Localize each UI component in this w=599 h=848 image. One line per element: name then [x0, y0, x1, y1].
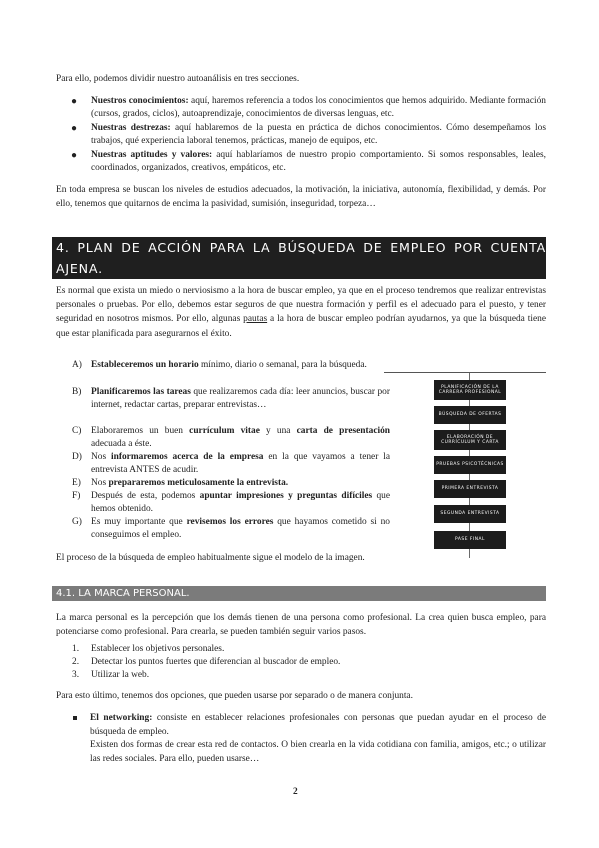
diagram-box-busqueda: BÚSQUEDA DE OFERTAS [434, 406, 506, 424]
diagram-box-primera-entrevista: PRIMERA ENTREVISTA [434, 480, 506, 498]
step-marker: G) [72, 517, 82, 527]
step-post: y una [259, 426, 297, 436]
numbered-marker: 3. [72, 670, 80, 680]
intro-paragraph: Para ello, podemos dividir nuestro autoanálisis en tres secciones. [56, 74, 300, 84]
step-pre: Después de esta, podemos [91, 491, 200, 501]
step-bold: prepararemos meticulosamente la entrevista. [108, 478, 289, 488]
page-number: 2 [293, 787, 298, 797]
numbered-text: Detectar los puntos fuertes que diferencian al buscador de empleo. [91, 657, 341, 667]
paragraph-miedo-start: Es normal que exista un miedo o nerviosismo a la hora de buscar empleo, ya que en el proceso tendremos que realizar entrevistas personales o pruebas. Por ello, debemos estar seguros de que nuestra formación y perfil es el adecuado para el puesto, y tener seguridad en nosotros mismos. Por ello, algunas [56, 286, 546, 325]
step-post: que hayamos cometido si no conseguimos el empleo. [91, 517, 390, 541]
step-bold: Estableceremos un horario [91, 360, 199, 370]
job-search-process-diagram [384, 360, 546, 560]
step-marker: A) [72, 360, 82, 370]
numbered-item-1 [72, 643, 532, 655]
step-marker: C) [72, 426, 82, 436]
step-pre: Nos [91, 478, 109, 488]
networking-bold: El networking: [90, 713, 153, 723]
step-post: en la que vayamos a tener la entrevista ANTES de acudir. [91, 452, 391, 476]
bullet-bold: Nuestras aptitudes y valores: [91, 150, 213, 160]
paragraph-opciones: Para esto último, tenemos dos opciones, que pueden usarse por separado o de manera conjunta. [56, 691, 413, 701]
diagram-box-psicotecnicas: PRUEBAS PSICOTÉCNICAS [434, 456, 506, 474]
numbered-text: Utilizar la web. [91, 670, 150, 680]
step-marker: B) [72, 387, 82, 397]
paragraph-proceso: El proceso de la búsqueda de empleo habitualmente sigue el modelo de la imagen. [56, 553, 365, 563]
step-post: que realizaremos cada día: leer anuncios, buscar por internet, redactar cartas, preparar entrevistas… [91, 387, 390, 411]
bullet-dot: ● [71, 123, 78, 134]
bullet-bold: Nuestros conocimientos: [91, 96, 189, 106]
paragraph-miedo [56, 284, 546, 341]
square-bullet [73, 716, 77, 720]
numbered-item-2 [72, 656, 532, 668]
step-pre: Es muy importante que [91, 517, 187, 527]
bullet-conocimientos [73, 95, 546, 122]
bullet-destrezas [73, 122, 546, 149]
step-g [72, 516, 390, 543]
numbered-text: Establecer los objetivos personales. [91, 644, 225, 654]
bullet-networking [73, 712, 546, 766]
step-marker: D) [72, 452, 82, 462]
diagram-box-curriculum: ELABORACIÓN DE CURRÍCULUM Y CARTA [434, 430, 506, 450]
numbered-item-3 [72, 669, 532, 681]
bullet-text: aquí hablaremos de la puesta en práctica de dichos conocimientos. Cómo desempeñamos los trabajos, qué experiencia laboral tenemos, prácticas, manejo de equipos, etc. [91, 123, 546, 147]
step-bold: informaremos acerca de la empresa [111, 452, 264, 462]
diagram-box-segunda-entrevista: SEGUNDA ENTREVISTA [434, 505, 506, 523]
step-d [72, 451, 390, 478]
pautas-link[interactable]: pautas [243, 314, 268, 325]
step-bold: apuntar impresiones y preguntas difíciles [199, 491, 373, 501]
step-bold: revisemos los errores [186, 517, 274, 527]
numbered-marker: 1. [72, 644, 80, 654]
step-a [72, 359, 390, 372]
bullet-text: aquí hablaríamos de nuestro propio comportamiento. Si somos responsables, leales, coordinados, organizados, creativos, empáticos, etc. [91, 150, 546, 174]
bullet-bold: Nuestras destrezas: [91, 123, 171, 133]
step-pre: Nos [91, 452, 112, 462]
step-marker: E) [72, 478, 81, 488]
step-marker: F) [72, 491, 81, 501]
step-bold-2: carta de presentación [296, 426, 390, 436]
step-post-2: adecuada a éste. [91, 439, 152, 450]
diagram-box-pase-final: PASE FINAL [434, 531, 506, 549]
step-c [72, 425, 390, 452]
step-b [72, 386, 390, 413]
networking-text-2: Existen dos formas de crear esta red de contactos. O bien crearla en la vida cotidiana con familia, amigos, etc.; o utilizar las redes sociales. Para ello, pueden usarse… [90, 740, 546, 764]
step-f [72, 490, 390, 517]
bullet-dot: ● [71, 150, 78, 161]
bullet-aptitudes [73, 149, 546, 176]
section-heading-4-1: 4.1. LA MARCA PERSONAL. [52, 586, 546, 601]
step-e [72, 477, 390, 490]
step-bold: currículum vitae [189, 426, 260, 436]
numbered-marker: 2. [72, 657, 80, 667]
diagram-top-line [384, 372, 546, 373]
paragraph-marca: La marca personal es la percepción que los demás tienen de una persona como profesional. La crea quien busca empleo, para potenciarse como profesional. Para crearla, se pueden también seguir varios pasos. [56, 613, 546, 638]
step-pre: Elaboraremos un buen [91, 426, 190, 436]
diagram-box-planificacion: PLANIFICACIÓN DE LA CARRERA PROFESIONAL [434, 380, 506, 400]
networking-text: consiste en establecer relaciones profesionales con personas que puedan ayudar en el proceso de búsqueda de empleo. [90, 713, 546, 737]
step-bold: Planificaremos las tareas [91, 387, 191, 397]
bullet-text: aquí, haremos referencia a todos los conocimientos que hemos adquirido. Mediante formación (cursos, grados, ciclos), autoaprendizaje, conocimientos de diversas lenguas, etc. [91, 96, 546, 120]
step-post: que hemos obtenido. [91, 491, 390, 515]
paragraph-empresa: En toda empresa se buscan los niveles de estudios adecuados, la motivación, la iniciativa, autonomía, flexibilidad, y demás. Por ello, tenemos que quitarnos de encima la pasividad, sumisión, inseguridad, torpeza… [56, 185, 546, 210]
section-heading-4: 4. PLAN DE ACCIÓN PARA LA BÚSQUEDA DE EMPLEO POR CUENTA AJENA. [52, 237, 546, 279]
bullet-dot: ● [71, 96, 78, 107]
step-post: mínimo, diario o semanal, para la búsqueda. [198, 360, 367, 370]
paragraph-miedo-end: a la hora de buscar empleo podrían ayudarnos, ya que la búsqueda tiene que estar planificada para asegurarnos el éxito. [56, 314, 546, 339]
